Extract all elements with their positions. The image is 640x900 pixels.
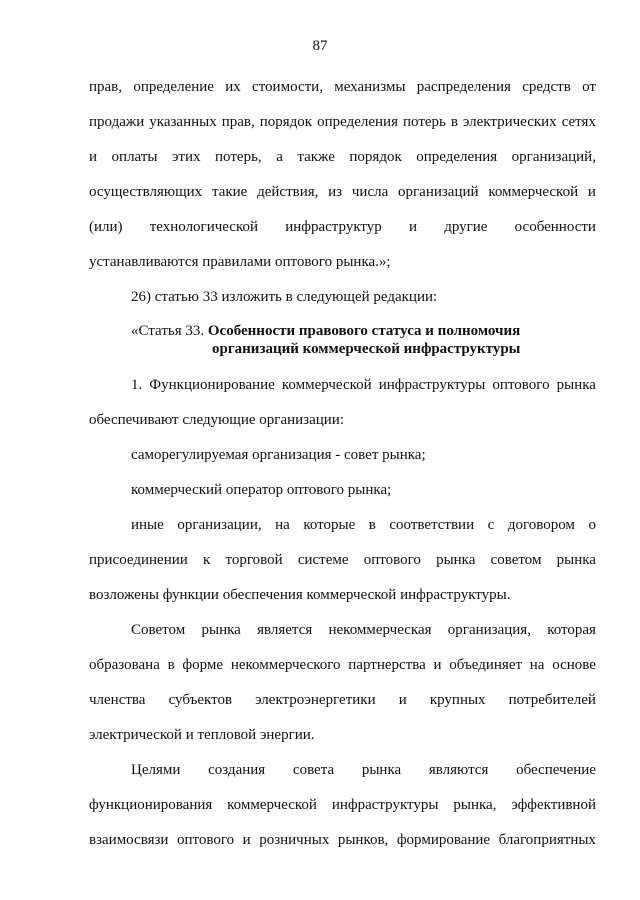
word: сетях [561, 114, 596, 130]
word: создания [208, 762, 266, 778]
word: прав, [221, 114, 255, 130]
word: формирование [396, 832, 491, 848]
word: соответствии [389, 517, 475, 533]
word: оптового [492, 377, 550, 393]
word: о [588, 517, 596, 533]
word: партнерства [348, 657, 426, 673]
word: оптового [176, 832, 235, 848]
text-line [89, 78, 596, 96]
text-line: коммерческий оператор оптового рынка; [131, 482, 392, 498]
word: объединяет [449, 657, 523, 673]
word: которая [547, 622, 596, 638]
word: которые [303, 517, 356, 533]
text-line [89, 656, 596, 674]
word: форме [182, 657, 224, 673]
word: на [275, 517, 290, 533]
word: благоприятных [498, 832, 596, 848]
word: советом [490, 552, 542, 568]
word: 1. [131, 377, 143, 393]
article-heading-title: Особенности правового статуса и полномочия [207, 323, 521, 339]
word: в [167, 657, 175, 673]
text-line [89, 796, 596, 814]
word: потребителей [508, 692, 596, 708]
word: инфраструктуры [331, 797, 439, 813]
word: крупных [429, 692, 486, 708]
text-line [131, 761, 596, 779]
text-line: электрической и тепловой энергии. [89, 727, 315, 743]
word: системе [297, 552, 349, 568]
word: технологической [149, 219, 259, 235]
word: числа [351, 184, 389, 200]
word: субъектов [168, 692, 233, 708]
word: Целями [131, 762, 181, 778]
text-line [89, 831, 596, 849]
word: Советом [131, 622, 186, 638]
text-line [131, 516, 596, 534]
word: этих [171, 149, 201, 165]
word: такие [211, 184, 248, 200]
article-heading-prefix: «Статья 33. [131, 323, 205, 339]
word: договором [507, 517, 575, 533]
word: механизмы [334, 79, 406, 95]
word: электроэнергетики [255, 692, 376, 708]
word: коммерческой [281, 377, 372, 393]
word: рынка [361, 762, 402, 778]
word: организация, [447, 622, 531, 638]
word: продажи [89, 114, 145, 130]
word: некоммерческого [230, 657, 341, 673]
word: определения [416, 149, 498, 165]
word: из [328, 184, 343, 200]
word: определение [133, 79, 214, 95]
word: порядок [349, 149, 402, 165]
word: порядок [259, 114, 313, 130]
word: также [297, 149, 335, 165]
word: потерь, [215, 149, 262, 165]
word: оплаты [111, 149, 158, 165]
text-line: 26) статью 33 изложить в следующей редакции: [131, 289, 438, 305]
word: эффективной [511, 797, 596, 813]
word: образована [89, 657, 160, 673]
word: электрических [462, 114, 557, 130]
word: и [89, 149, 98, 165]
word: другие [444, 219, 488, 235]
word: присоединении [89, 552, 188, 568]
word: коммерческой [488, 184, 579, 200]
word: является [257, 622, 313, 638]
text-line: обеспечивают следующие организации: [89, 412, 344, 428]
word: рынков, [337, 832, 389, 848]
word: рынка [201, 622, 241, 638]
word: от [582, 79, 596, 95]
text-line [89, 148, 596, 166]
word: рынка [556, 377, 596, 393]
word: иные [131, 517, 164, 533]
text-line [89, 551, 596, 569]
word: рынка [556, 552, 596, 568]
word: совета [292, 762, 335, 778]
article-heading-line2: организаций коммерческой инфраструктуры [212, 341, 521, 357]
word: взаимосвязи [89, 832, 169, 848]
text-line [89, 218, 596, 236]
word: определения [317, 114, 398, 130]
word: розничных [259, 832, 330, 848]
text-line: саморегулируемая организация - совет рынка; [131, 447, 426, 463]
word: рынка [436, 552, 476, 568]
word: инфраструктур [285, 219, 382, 235]
word: организации, [177, 517, 262, 533]
word: стоимости, [252, 79, 323, 95]
word: на [529, 657, 545, 673]
text-line: устанавливаются правилами оптового рынка.»; [89, 254, 391, 270]
word: функционирования [89, 797, 213, 813]
word: рынка, [453, 797, 497, 813]
text-line [89, 183, 596, 201]
word: основе [552, 657, 596, 673]
word: а [276, 149, 283, 165]
word: организаций, [511, 149, 596, 165]
word: и [433, 657, 442, 673]
word: распределения [416, 79, 511, 95]
text-line [89, 691, 596, 709]
text-line [89, 113, 596, 131]
page-number: 87 [312, 38, 328, 54]
word: и [587, 184, 596, 200]
word: некоммерческая [328, 622, 432, 638]
word: торговой [225, 552, 283, 568]
word: к [202, 552, 211, 568]
text-line [131, 376, 596, 394]
word: в [450, 114, 458, 130]
word: их [225, 79, 241, 95]
word: инфраструктуры [378, 377, 486, 393]
word: прав, [89, 79, 123, 95]
word: и [408, 219, 417, 235]
word: являются [428, 762, 489, 778]
word: и [242, 832, 251, 848]
word: (или) [89, 219, 123, 235]
word: обеспечение [516, 762, 596, 778]
article-heading-line1 [131, 322, 520, 340]
text-line [131, 621, 596, 639]
word: и [398, 692, 407, 708]
word: в [368, 517, 376, 533]
word: Функционирование [149, 377, 275, 393]
word: членства [89, 692, 146, 708]
word: оптового [363, 552, 421, 568]
word: коммерческой [227, 797, 317, 813]
word: организаций [398, 184, 479, 200]
word: средств [522, 79, 571, 95]
word: особенности [514, 219, 596, 235]
word: действия, [257, 184, 319, 200]
text-line: возложены функции обеспечения коммерческой инфраструктуры. [89, 587, 511, 603]
word: потерь [402, 114, 446, 130]
word: с [487, 517, 495, 533]
word: указанных [149, 114, 217, 130]
word: осуществляющих [89, 184, 203, 200]
